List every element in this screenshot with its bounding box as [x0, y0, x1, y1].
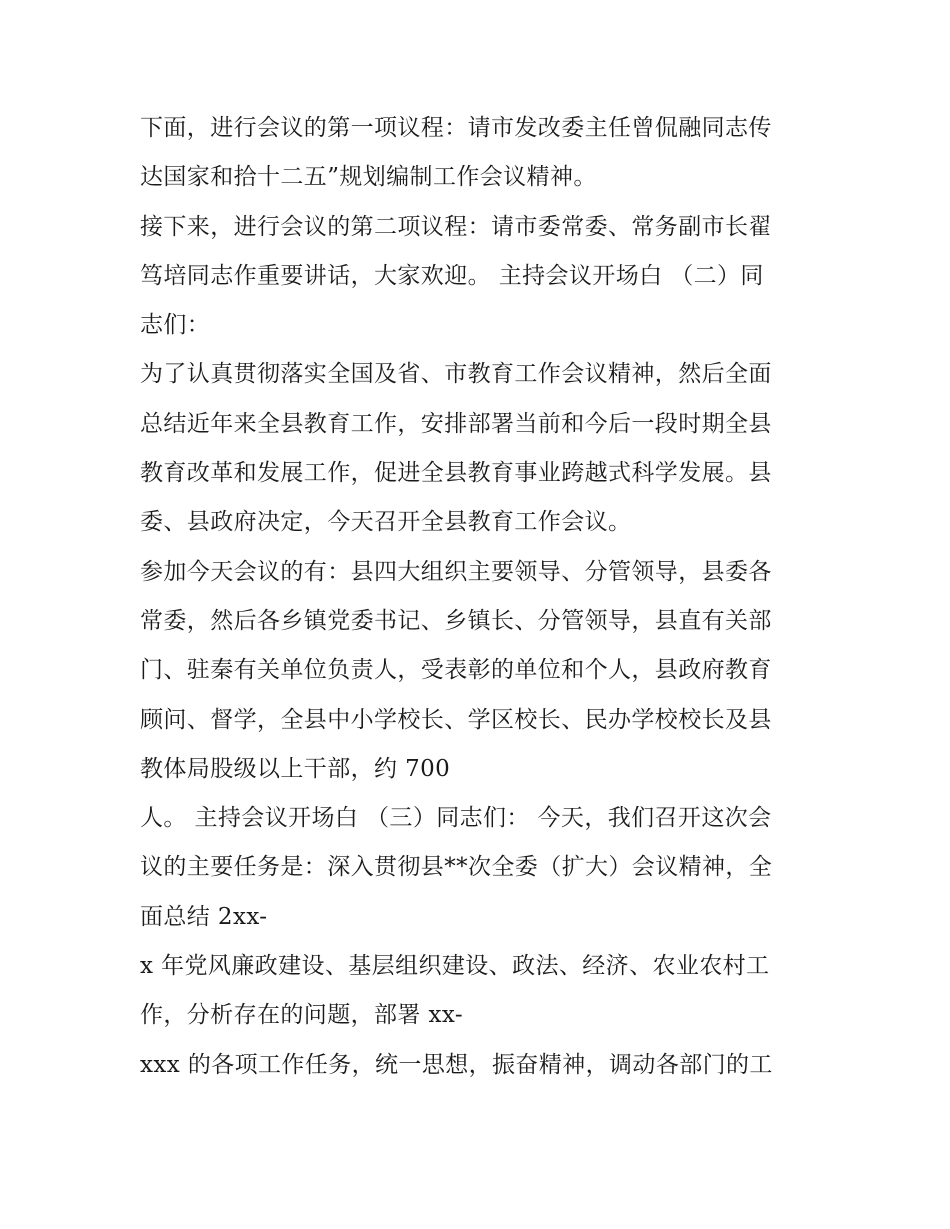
text-line: 委、县政府决定，今天召开全县教育工作会议。 [140, 509, 632, 536]
text-line: 教体局股级以上干部，约 700 [140, 755, 451, 782]
text-line: 教育改革和发展工作，促进全县教育事业跨越式科学发展。县 [140, 460, 772, 487]
document-body [140, 104, 820, 1090]
text-line: 志们： [140, 312, 211, 339]
text-line: 常委，然后各乡镇党委书记、乡镇长、分管领导，县直有关部 [140, 607, 772, 634]
text-line: 为了认真贯彻落实全国及省、市教育工作会议精神，然后全面 [140, 361, 772, 388]
text-line: xxx 的各项工作任务，统一思想，振奋精神，调动各部门的工 [140, 1051, 773, 1078]
text-line: 作，分析存在的问题，部署 xx- [140, 1002, 464, 1029]
text-line: 议的主要任务是：深入贯彻县**次全委（扩大）会议精神，全 [140, 854, 773, 881]
text-line: 总结近年来全县教育工作，安排部署当前和今后一段时期全县 [140, 410, 772, 437]
text-line: 门、驻秦有关单位负责人，受表彰的单位和个人，县政府教育 [140, 657, 772, 684]
text-line: 人。 主持会议开场白 （三）同志们： 今天，我们召开这次会 [140, 805, 772, 832]
text-line: 顾问、督学，全县中小学校长、学区校长、民办学校校长及县 [140, 706, 772, 733]
text-line: 接下来，进行会议的第二项议程：请市委常委、常务副市长翟 [140, 213, 772, 240]
text-line: 参加今天会议的有：县四大组织主要领导、分管领导，县委各 [140, 558, 772, 585]
text-line: 下面，进行会议的第一项议程：请市发改委主任曾侃融同志传 [140, 115, 772, 141]
text-line: 笃培同志作重要讲话，大家欢迎。 主持会议开场白 （二）同 [140, 262, 764, 289]
text-line: 面总结 2xx- [140, 903, 268, 930]
text-line: x 年党风廉政建设、基层组织建设、政法、经济、农业农村工 [140, 953, 770, 980]
text-line: 达国家和拾十二五”规划编制工作会议精神。 [140, 164, 597, 191]
